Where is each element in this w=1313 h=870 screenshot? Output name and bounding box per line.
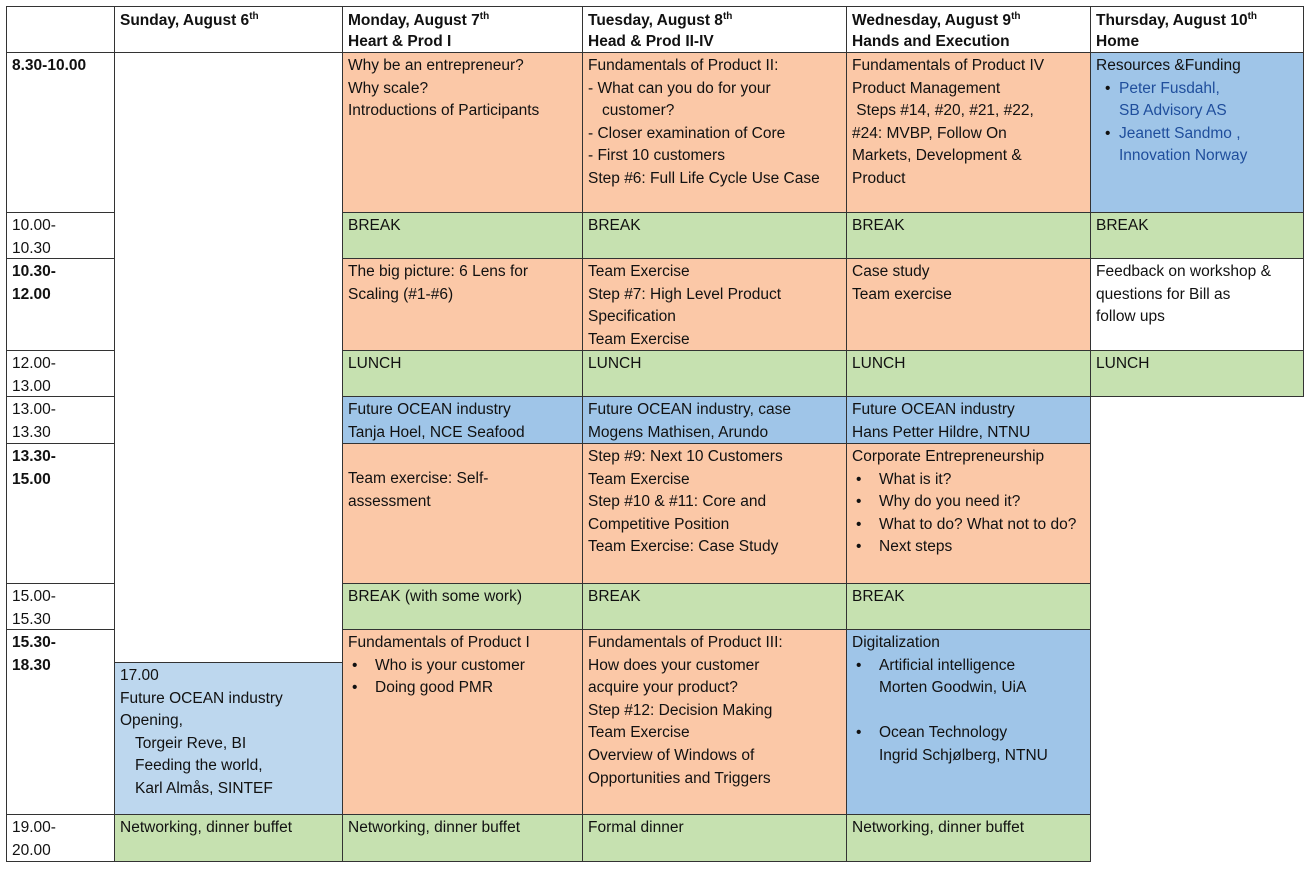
tuesday-lunch-label: LUNCH — [588, 355, 642, 372]
wednesday-s8-item-1 — [852, 655, 1084, 700]
thursday-lunch-label: LUNCH — [1096, 355, 1150, 372]
tuesday-s3-line-2: Step #7: High Level Product — [588, 285, 782, 303]
thursday-s3-line-3: follow ups — [1096, 308, 1165, 326]
wednesday-s8-spacer — [852, 700, 1084, 723]
header-blank — [6, 6, 114, 52]
monday-lunch — [342, 350, 582, 396]
time-slot-5-end: 13.30 — [12, 423, 51, 441]
time-slot-9 — [6, 814, 114, 862]
time-slot-3-end: 12.00 — [12, 285, 51, 303]
tuesday-evening-label: Formal dinner — [588, 819, 684, 836]
thursday-break-1-label: BREAK — [1096, 217, 1149, 234]
tuesday-s3-line-4: Team Exercise — [588, 330, 690, 348]
wednesday-evening — [846, 814, 1090, 862]
monday-evening-label: Networking, dinner buffet — [348, 819, 521, 836]
header-sunday — [114, 6, 342, 52]
thursday-session-2 — [1090, 258, 1304, 350]
monday-break-1-label: BREAK — [348, 217, 401, 234]
wednesday-s5-line-2: Hans Petter Hildre, NTNU — [852, 423, 1031, 441]
monday-s3-line-2: Scaling (#1-#6) — [348, 285, 454, 303]
time-slot-3 — [6, 258, 114, 350]
wednesday-session-1 — [846, 52, 1090, 212]
monday-s8-bullet-1: • Who is your customer — [348, 655, 576, 678]
tuesday-s8-line-4: Step #12: Decision Making — [588, 701, 773, 719]
wednesday-s8-item-1-speaker: Morten Goodwin, UiA — [879, 679, 1027, 697]
wednesday-break-2 — [846, 583, 1090, 629]
tuesday-s8-line-3: acquire your product? — [588, 679, 738, 697]
thursday-s1-item-1 — [1096, 78, 1298, 123]
time-slot-7-end: 15.30 — [12, 610, 51, 628]
tuesday-break-1 — [582, 212, 846, 258]
time-slot-5 — [6, 396, 114, 443]
tuesday-s1-title: Fundamentals of Product II: — [588, 57, 779, 74]
time-slot-2 — [6, 212, 114, 258]
monday-s3-line-1: The big picture: 6 Lens for — [348, 263, 529, 280]
wednesday-s8-title: Digitalization — [852, 634, 940, 651]
header-monday — [342, 6, 582, 52]
sunday-evening — [114, 814, 342, 862]
wednesday-s1-line-2: Product Management — [852, 79, 1001, 97]
wednesday-s6-bullet-2: • Why do you need it? — [852, 491, 1084, 514]
wednesday-s1-line-5: Markets, Development & — [852, 147, 1022, 165]
time-slot-1 — [6, 52, 114, 212]
tuesday-break-1-label: BREAK — [588, 217, 641, 234]
time-slot-6 — [6, 443, 114, 583]
wednesday-break-2-label: BREAK — [852, 588, 905, 605]
thursday-s1-item-1-name: • Peter Fusdahl, — [1119, 79, 1220, 97]
time-slot-7-start: 15.00- — [12, 588, 56, 605]
tuesday-s1-step: Step #6: Full Life Cycle Use Case — [588, 169, 820, 187]
tuesday-s5-line-1: Future OCEAN industry, case — [588, 401, 792, 418]
time-slot-1-start: 8.30-10.00 — [12, 57, 87, 74]
wednesday-session-2 — [846, 258, 1090, 350]
header-wednesday-sup: th — [1011, 10, 1021, 22]
header-monday-sup: th — [479, 10, 490, 22]
wednesday-s3-line-2: Team exercise — [852, 285, 952, 303]
tuesday-s8-line-1: Fundamentals of Product III: — [588, 634, 783, 651]
thursday-s3-line-2: questions for Bill as — [1096, 285, 1231, 303]
wednesday-s1-line-1: Fundamentals of Product IV — [852, 57, 1045, 74]
time-slot-2-start: 10.00- — [12, 217, 56, 234]
header-wednesday-theme: Hands and Execution — [852, 33, 1010, 50]
wednesday-digitalization — [846, 629, 1090, 814]
monday-break-1 — [342, 212, 582, 258]
tuesday-session-2 — [582, 258, 846, 350]
monday-break-2-label: BREAK (with some work) — [348, 588, 522, 605]
tuesday-s1-item-3: - First 10 customers — [588, 147, 725, 165]
sunday-opening-topic: Feeding the world, — [135, 757, 263, 775]
sunday-opening-label: Opening, — [120, 712, 183, 730]
tuesday-s6-line-2: Team Exercise — [588, 470, 690, 488]
time-slot-5-start: 13.00- — [12, 401, 56, 418]
thursday-session-1 — [1090, 52, 1304, 212]
thursday-s1-item-1-org: SB Advisory AS — [1119, 102, 1227, 120]
tuesday-session-1 — [582, 52, 846, 212]
wednesday-break-1-label: BREAK — [852, 217, 905, 234]
tuesday-s8-line-7: Opportunities and Triggers — [588, 769, 771, 787]
header-monday-theme: Heart & Prod I — [348, 33, 452, 50]
wednesday-break-1 — [846, 212, 1090, 258]
tuesday-s6-line-5: Team Exercise: Case Study — [588, 538, 779, 556]
time-slot-3-start: 10.30- — [12, 263, 56, 280]
wednesday-evening-label: Networking, dinner buffet — [852, 819, 1025, 836]
header-wednesday-day: Wednesday, August 9 — [852, 12, 1012, 29]
monday-break-2 — [342, 583, 582, 629]
thursday-s1-item-2-name: • Jeanett Sandmo , — [1119, 124, 1241, 142]
time-slot-6-end: 15.00 — [12, 470, 51, 488]
monday-s1-line-3: Introductions of Participants — [348, 102, 540, 120]
header-thursday-sup: th — [1247, 10, 1258, 22]
sunday-opening-title: Future OCEAN industry — [120, 689, 283, 707]
tuesday-s5-line-2: Mogens Mathisen, Arundo — [588, 423, 769, 441]
thursday-s1-title: Resources &Funding — [1096, 57, 1241, 74]
thursday-s1-item-2 — [1096, 123, 1298, 168]
tuesday-break-2 — [582, 583, 846, 629]
header-tuesday-theme: Head & Prod II-IV — [588, 33, 714, 50]
sunday-opening-time: 17.00 — [120, 667, 159, 684]
time-slot-4-start: 12.00- — [12, 355, 56, 372]
tuesday-s8-line-6: Overview of Windows of — [588, 746, 755, 764]
monday-session-4 — [342, 629, 582, 814]
wednesday-s1-line-3: Steps #14, #20, #21, #22, — [852, 102, 1034, 120]
tuesday-s6-line-4: Competitive Position — [588, 515, 730, 533]
monday-s6-line-2: assessment — [348, 492, 431, 510]
time-slot-7 — [6, 583, 114, 629]
wednesday-s8-item-2 — [852, 722, 1084, 767]
monday-lunch-label: LUNCH — [348, 355, 402, 372]
header-thursday-theme: Home — [1096, 33, 1140, 50]
wednesday-s3-line-1: Case study — [852, 263, 930, 280]
wednesday-s6-bullet-4: • Next steps — [852, 536, 1084, 559]
time-slot-9-start: 19.00- — [12, 819, 56, 836]
tuesday-s8-line-5: Team Exercise — [588, 724, 690, 742]
monday-s5-line-1: Future OCEAN industry — [348, 401, 511, 418]
header-tuesday — [582, 6, 846, 52]
tuesday-s3-line-3: Specification — [588, 308, 676, 326]
sunday-opening — [114, 662, 342, 814]
monday-s1-line-1: Why be an entrepreneur? — [348, 57, 524, 74]
monday-ocean-talk — [342, 396, 582, 443]
monday-s5-line-2: Tanja Hoel, NCE Seafood — [348, 423, 525, 441]
tuesday-s1-item-1: - What can you do for your customer? — [588, 79, 771, 120]
schedule-table — [6, 6, 1304, 862]
header-sunday-sup: th — [249, 10, 259, 22]
tuesday-s8-line-2: How does your customer — [588, 656, 760, 674]
monday-session-2 — [342, 258, 582, 350]
tuesday-ocean-talk — [582, 396, 846, 443]
wednesday-s8-item-2-topic: • Ocean Technology — [879, 724, 1008, 742]
monday-s8-title: Fundamentals of Product I — [348, 634, 530, 651]
time-slot-6-start: 13.30- — [12, 448, 56, 465]
wednesday-s6-bullet-1: • What is it? — [852, 469, 1084, 492]
sunday-empty — [114, 52, 342, 662]
header-sunday-day: Sunday, August 6 — [120, 12, 250, 29]
wednesday-s6-bullet-3: • What to do? What not to do? — [852, 514, 1084, 537]
sunday-evening-label: Networking, dinner buffet — [120, 819, 293, 836]
wednesday-s8-item-2-speaker: Ingrid Schjølberg, NTNU — [879, 746, 1048, 764]
tuesday-session-4 — [582, 629, 846, 814]
monday-session-1 — [342, 52, 582, 212]
monday-s8-bullet-2: • Doing good PMR — [348, 677, 576, 700]
time-slot-8-end: 18.30 — [12, 656, 51, 674]
tuesday-s1-item-2: - Closer examination of Core — [588, 124, 786, 142]
header-thursday — [1090, 6, 1304, 52]
wednesday-s6-title: Corporate Entrepreneurship — [852, 448, 1045, 465]
wednesday-s1-line-4: #24: MVBP, Follow On — [852, 124, 1007, 142]
tuesday-break-2-label: BREAK — [588, 588, 641, 605]
wednesday-lunch-label: LUNCH — [852, 355, 906, 372]
wednesday-ocean-talk — [846, 396, 1090, 443]
time-slot-8 — [6, 629, 114, 814]
time-slot-9-end: 20.00 — [12, 841, 51, 859]
time-slot-4-end: 13.00 — [12, 377, 51, 395]
header-wednesday — [846, 6, 1090, 52]
thursday-lunch — [1090, 350, 1304, 396]
tuesday-lunch — [582, 350, 846, 396]
wednesday-lunch — [846, 350, 1090, 396]
header-tuesday-day: Tuesday, August 8 — [588, 12, 723, 29]
wednesday-s8-item-1-topic: • Artificial intelligence — [879, 656, 1016, 674]
thursday-s3-line-1: Feedback on workshop & — [1096, 263, 1271, 280]
monday-s6-line-1: Team exercise: Self- — [348, 470, 489, 487]
tuesday-evening — [582, 814, 846, 862]
sunday-opening-speaker-2: Karl Almås, SINTEF — [135, 779, 273, 797]
thursday-break-1 — [1090, 212, 1304, 258]
tuesday-s6-line-1: Step #9: Next 10 Customers — [588, 448, 783, 465]
tuesday-s3-line-1: Team Exercise — [588, 263, 690, 280]
header-thursday-day: Thursday, August 10 — [1096, 12, 1248, 29]
wednesday-session-3 — [846, 443, 1090, 583]
thursday-s1-item-2-org: Innovation Norway — [1119, 147, 1248, 165]
header-tuesday-sup: th — [722, 10, 733, 22]
sunday-opening-speaker-1: Torgeir Reve, BI — [135, 734, 247, 752]
monday-session-3 — [342, 443, 582, 583]
wednesday-s1-line-6: Product — [852, 169, 906, 187]
time-slot-4 — [6, 350, 114, 396]
wednesday-s5-line-1: Future OCEAN industry — [852, 401, 1015, 418]
header-monday-day: Monday, August 7 — [348, 12, 480, 29]
tuesday-session-3 — [582, 443, 846, 583]
time-slot-8-start: 15.30- — [12, 634, 56, 651]
tuesday-s6-line-3: Step #10 & #11: Core and — [588, 493, 767, 511]
monday-s1-line-2: Why scale? — [348, 79, 429, 97]
time-slot-2-end: 10.30 — [12, 239, 51, 257]
monday-evening — [342, 814, 582, 862]
